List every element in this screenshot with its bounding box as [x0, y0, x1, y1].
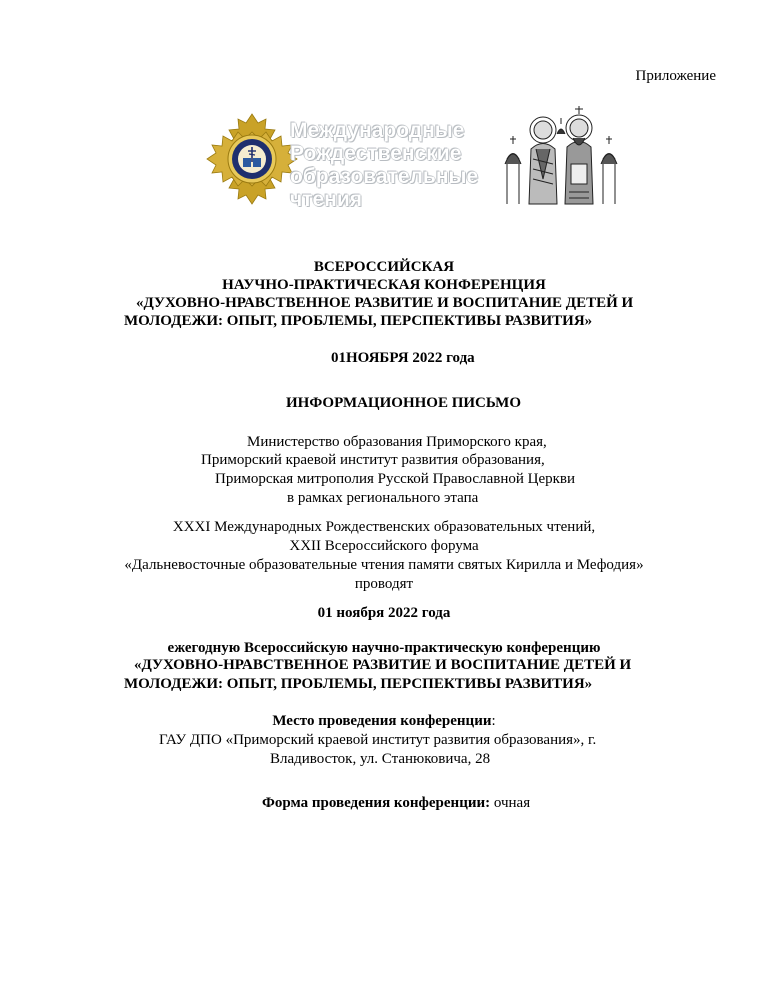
logo-text	[290, 119, 478, 211]
organizer-line: Министерство образования Приморского края,	[247, 434, 547, 450]
header-title-line: МОЛОДЕЖИ: ОПЫТ, ПРОБЛЕМЫ, ПЕРСПЕКТИВЫ РАЗВИТИЯ»	[124, 313, 593, 329]
venue-colon: :	[491, 713, 496, 729]
header-title-line: НАУЧНО-ПРАКТИЧЕСКАЯ КОНФЕРЕНЦИЯ	[222, 277, 546, 293]
organizer-line: «Дальневосточные образовательные чтения памяти святых Кирилла и Мефодия»	[124, 557, 644, 573]
logo-text-line: Рождественские	[290, 142, 462, 165]
letter-title: ИНФОРМАЦИОННОЕ ПИСЬМО	[286, 395, 522, 411]
event-date: 01 ноября 2022 года	[317, 605, 451, 621]
appendix-label: Приложение	[635, 68, 716, 84]
event-title-line: «ДУХОВНО-НРАВСТВЕННОЕ РАЗВИТИЕ И ВОСПИТАНИЕ ДЕТЕЙ И	[134, 657, 632, 673]
organizer-line: Приморская митрополия Русской Православной Церкви	[215, 471, 576, 487]
organizer-line: проводят	[354, 576, 414, 592]
organizer-line: XXXI Международных Рождественских образовательных чтений,	[172, 519, 596, 535]
organizer-line: Приморский краевой институт развития образования,	[201, 452, 545, 468]
event-intro: ежегодную Всероссийскую научно-практическую конференцию	[167, 640, 601, 656]
header-title-line: ВСЕРОССИЙСКАЯ	[313, 259, 455, 275]
saints-cyril-methodius-image	[503, 104, 619, 206]
format-label: Форма проведения конференции:	[262, 795, 491, 811]
rozhdestvenskie-chteniya-logo	[206, 113, 298, 205]
logo-text-line: Международные	[290, 119, 465, 142]
format-line	[262, 794, 530, 812]
format-value: очная	[490, 795, 531, 811]
venue-line: Владивосток, ул. Станюковича, 28	[270, 751, 491, 767]
venue-heading	[0, 712, 768, 730]
organizer-line: в рамках регионального этапа	[287, 490, 479, 506]
header-date: 01НОЯБРЯ 2022 года	[331, 350, 475, 366]
venue-line: ГАУ ДПО «Приморский краевой институт развития образования», г.	[159, 732, 597, 748]
header-title-line: «ДУХОВНО-НРАВСТВЕННОЕ РАЗВИТИЕ И ВОСПИТАНИЕ ДЕТЕЙ И	[136, 295, 634, 311]
event-title-line: МОЛОДЕЖИ: ОПЫТ, ПРОБЛЕМЫ, ПЕРСПЕКТИВЫ РАЗВИТИЯ»	[124, 676, 593, 692]
logo-text-line: чтения	[290, 188, 363, 211]
logo-text-line: образовательные	[290, 165, 479, 188]
organizer-line: XXII Всероссийского форума	[289, 538, 479, 554]
venue-label: Место проведения конференции	[272, 713, 492, 729]
